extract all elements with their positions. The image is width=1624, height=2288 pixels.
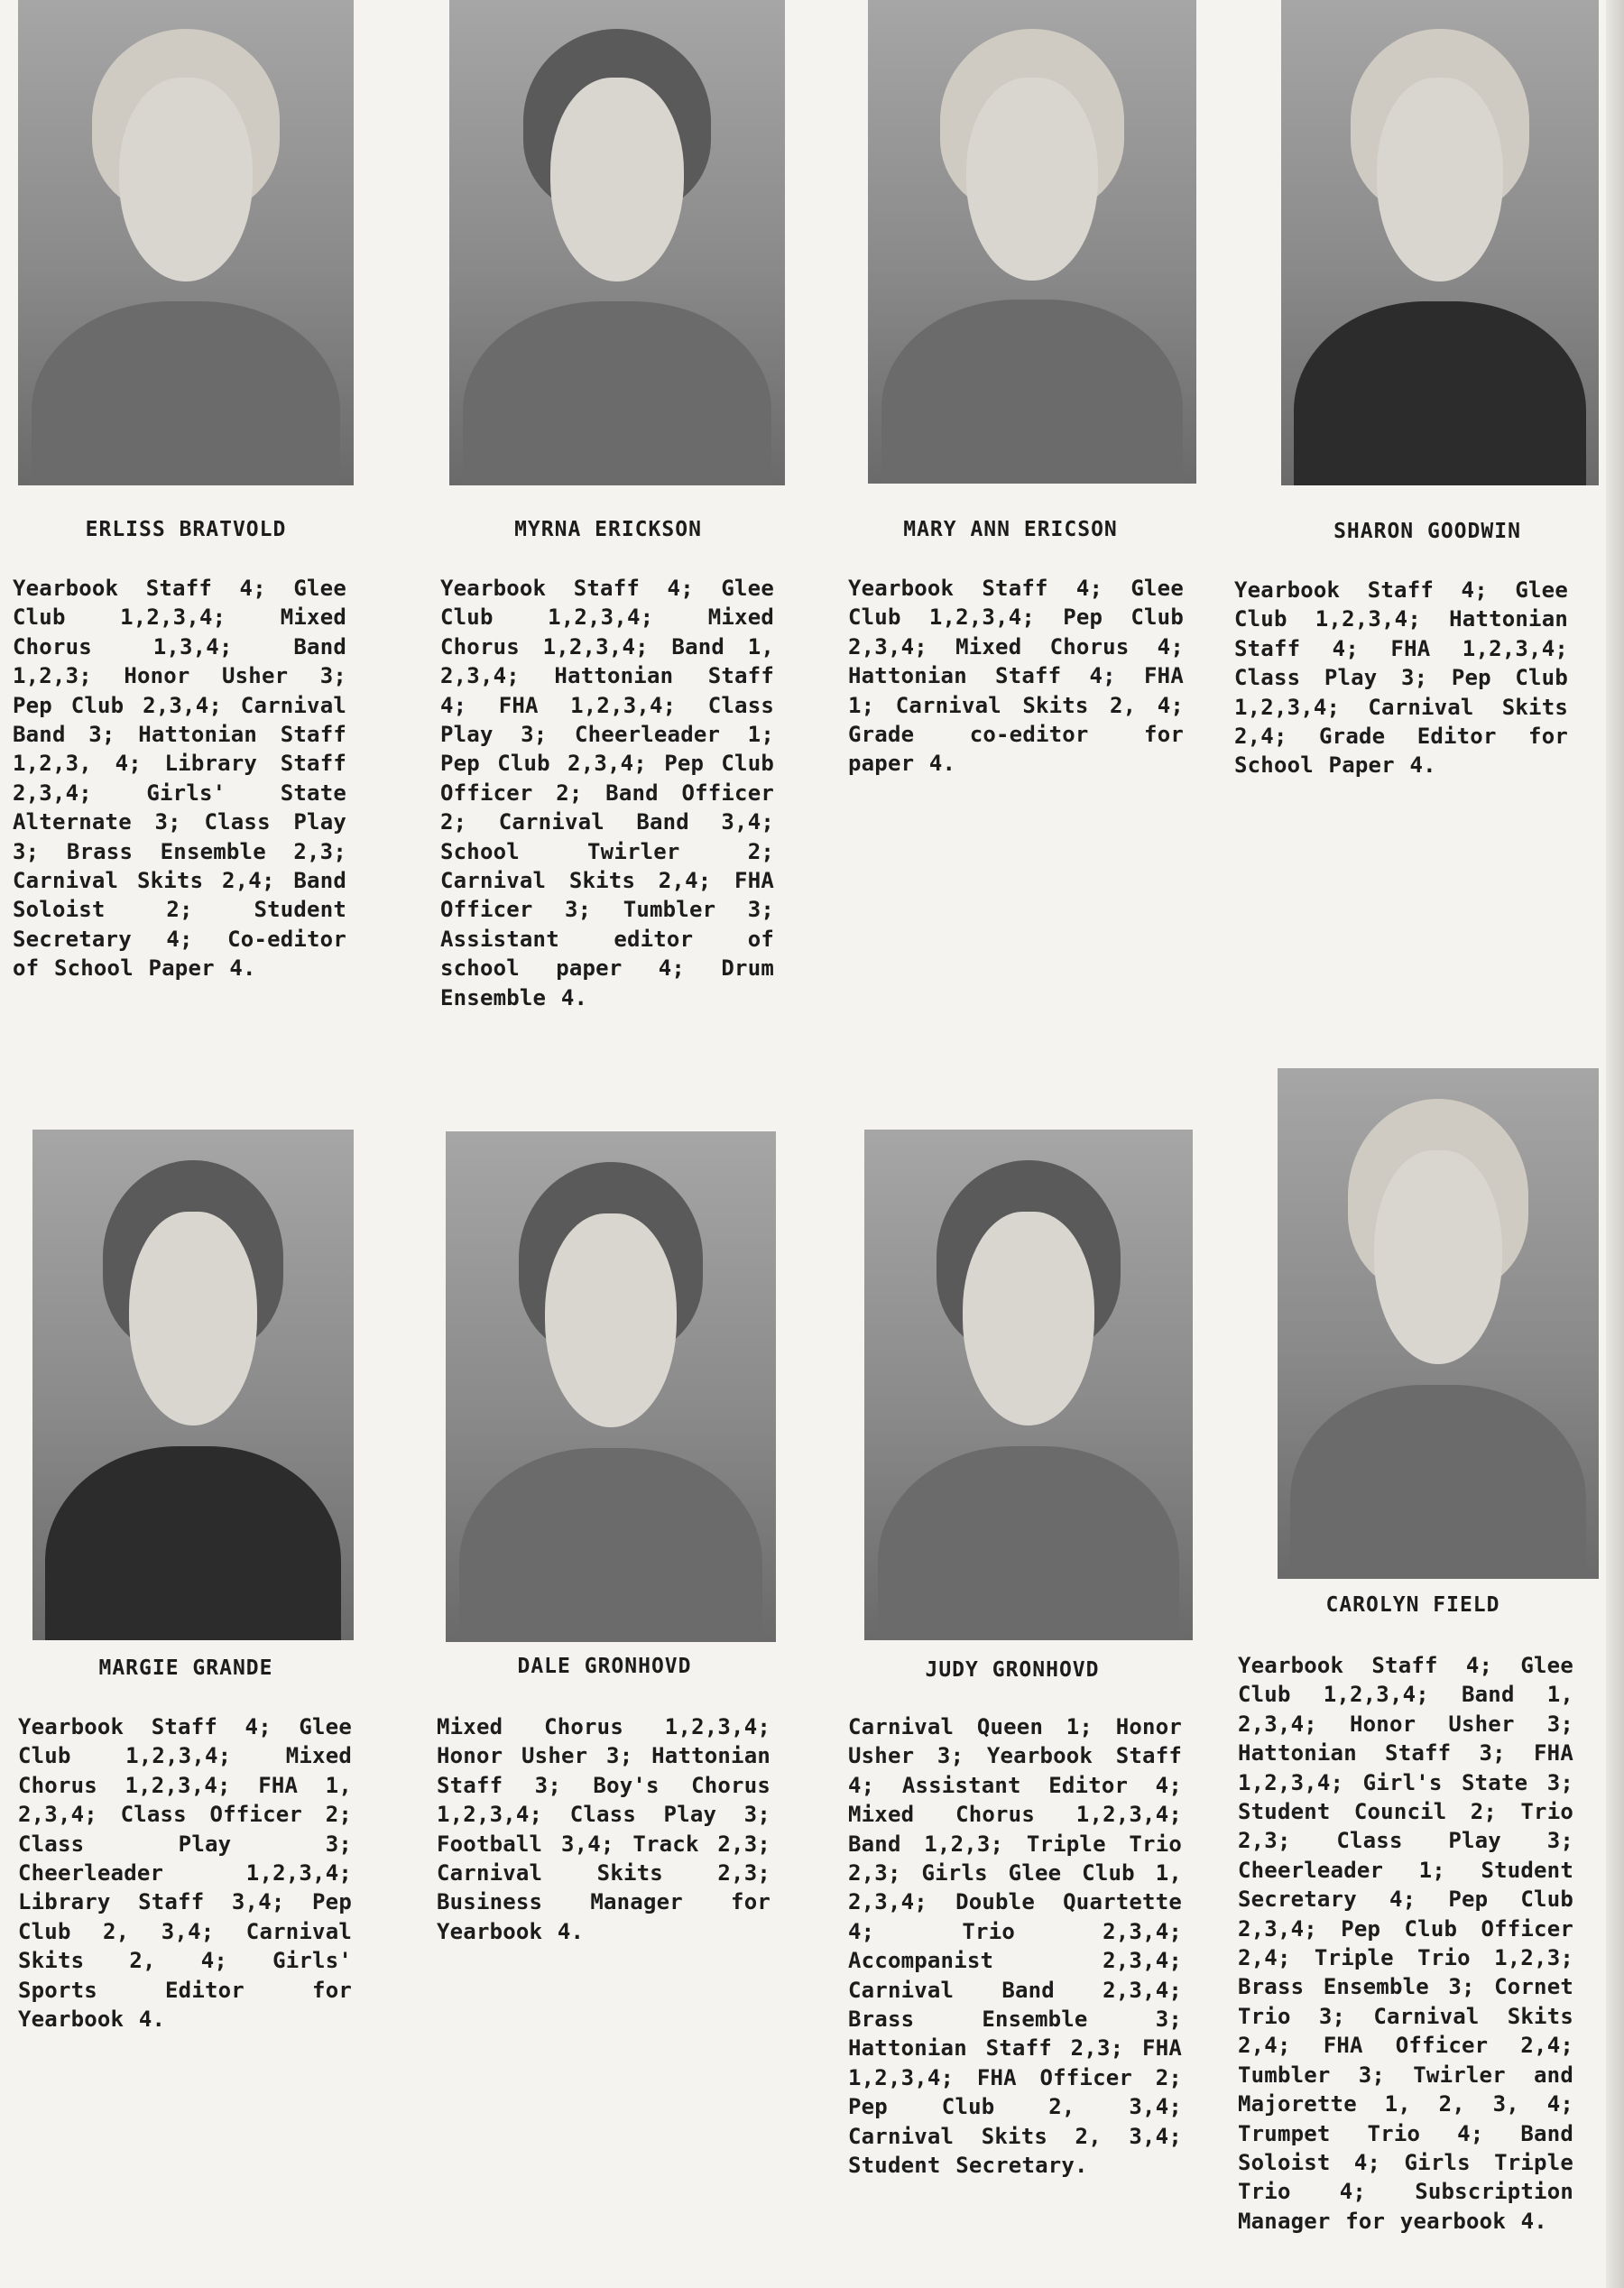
portrait-photo bbox=[449, 0, 785, 485]
student-name: JUDY GRONHOVD bbox=[925, 1658, 1100, 1682]
student-bio: Mixed Chorus 1,2,3,4; Honor Usher 3; Hattonian Staff 3; Boy's Chorus 1,2,3,4; Class Play 3; Football 3,4; Track 2,3; Carnival Skits 2,3; Business Manager for Yearbook 4. bbox=[437, 1714, 770, 1944]
student-bio: Yearbook Staff 4; Glee Club 1,2,3,4; Mixed Chorus 1,2,3,4; Band 1, 2,3,4; Hattonian Staff 4; FHA 1,2,3,4; Class Play 3; Cheerleader 1; Pep Club 2,3,4; Pep Club Officer 2; Band Officer 2; Carnival Band 3,4; School Twirler 2; Carnival Skits 2,4; FHA Officer 3; Tumbler 3; Assistant editor of school paper 4; Drum Ensemble 4. bbox=[440, 576, 774, 1010]
portrait-photo bbox=[864, 1130, 1193, 1640]
student-name: ERLISS BRATVOLD bbox=[85, 518, 287, 541]
student-bio: Yearbook Staff 4; Glee Club 1,2,3,4; Mixed Chorus 1,2,3,4; FHA 1, 2,3,4; Class Officer 2; Class Play 3; Cheerleader 1,2,3,4; Library Staff 3,4; Pep Club 2, 3,4; Carnival Skits 2, 4; Girls' Sports Editor for Yearbook 4. bbox=[18, 1714, 352, 2033]
student-name: MARY ANN ERICSON bbox=[903, 518, 1118, 541]
student-name: SHARON GOODWIN bbox=[1333, 520, 1521, 543]
student-bio: Carnival Queen 1; Honor Usher 3; Yearbook Staff 4; Assistant Editor 4; Mixed Chorus 1,2,3,4; Band 1,2,3; Triple Trio 2,3; Girls Glee Club 1, 2,3,4; Double Quartette 4; Trio 2,3,4; Accompanist 2,3,4; Carnival Band 2,3,4; Brass Ensemble 3; Hattonian Staff 2,3; FHA 1,2,3,4; FHA Officer 2; Pep Club 2, 3,4; Carnival Skits 2, 3,4; Student Secretary. bbox=[848, 1714, 1182, 2179]
portrait-photo bbox=[18, 0, 354, 485]
student-bio: Yearbook Staff 4; Glee Club 1,2,3,4; Hattonian Staff 4; FHA 1,2,3,4; Class Play 3; Pep Club 1,2,3,4; Carnival Skits 2,4; Grade Editor for School Paper 4. bbox=[1234, 577, 1568, 779]
student-bio: Yearbook Staff 4; Glee Club 1,2,3,4; Pep Club 2,3,4; Mixed Chorus 4; Hattonian Staff 4; FHA 1; Carnival Skits 2, 4; Grade co-editor for paper 4. bbox=[848, 576, 1184, 777]
student-name: CAROLYN FIELD bbox=[1325, 1593, 1500, 1617]
student-bio: Yearbook Staff 4; Glee Club 1,2,3,4; Mixed Chorus 1,3,4; Band 1,2,3; Honor Usher 3; Pep Club 2,3,4; Carnival Band 3; Hattonian Staff 1,2,3, 4; Library Staff 2,3,4; Girls' State Alternate 3; Class Play 3; Brass Ensemble 2,3; Carnival Skits 2,4; Band Soloist 2; Student Secretary 4; Co-editor of School Paper 4. bbox=[13, 576, 346, 982]
page-edge bbox=[1606, 0, 1624, 2288]
portrait-photo bbox=[1278, 1068, 1599, 1579]
portrait-photo bbox=[446, 1131, 776, 1642]
student-name: MYRNA ERICKSON bbox=[514, 518, 702, 541]
portrait-photo bbox=[868, 0, 1196, 484]
student-name: MARGIE GRANDE bbox=[98, 1656, 273, 1680]
portrait-photo bbox=[32, 1130, 354, 1640]
student-bio: Yearbook Staff 4; Glee Club 1,2,3,4; Band 1, 2,3,4; Honor Usher 3; Hattonian Staff 3; FHA 1,2,3,4; Girl's State 3; Student Council 2; Trio 2,3; Class Play 3; Cheerleader 1; Student Secretary 4; Pep Club 2,3,4; Pep Club Officer 2,4; Triple Trio 1,2,3; Brass Ensemble 3; Cornet Trio 3; Carnival Skits 2,4; FHA Officer 2,4; Tumbler 3; Twirler and Majorette 1, 2, 3, 4; Trumpet Trio 4; Band Soloist 4; Girls Triple Trio 4; Subscription Manager for yearbook 4. bbox=[1238, 1653, 1573, 2234]
portrait-photo bbox=[1281, 0, 1599, 485]
student-name: DALE GRONHOVD bbox=[517, 1655, 692, 1678]
